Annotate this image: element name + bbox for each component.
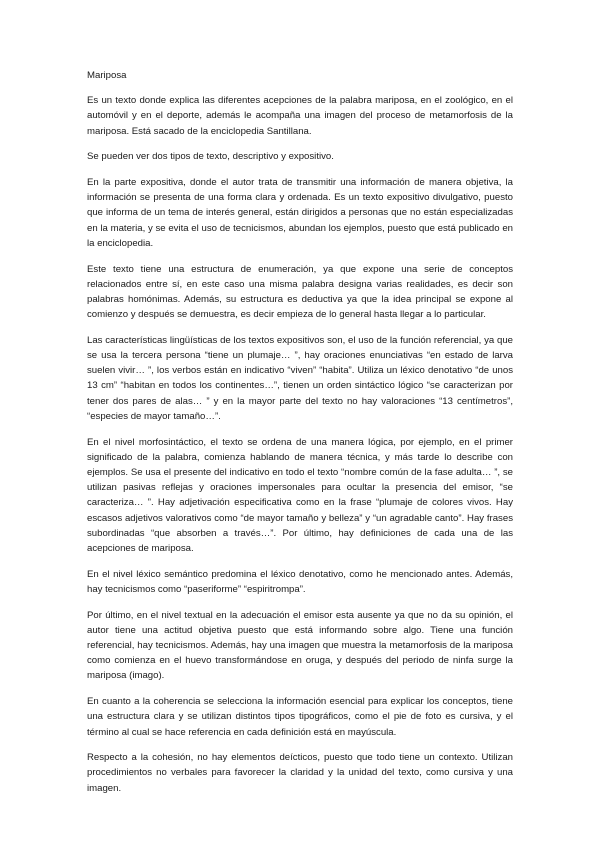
paragraph-textual-level: Por último, en el nivel textual en la adecuación el emisor esta ausente ya que no da su opinión, el autor tiene una actitud objetiva puesto que está informando sobre algo. Tiene una función referencial, hay tecnicismos. Además, hay una imagen que muestra la metamorfosis de la mariposa como comienza en el huevo transformándose en oruga, y después del periodo de ninfa surge la mariposa (imago).: [87, 609, 513, 682]
document-title: Mariposa: [87, 70, 127, 81]
paragraph-text-types: Se pueden ver dos tipos de texto, descriptivo y expositivo.: [87, 151, 334, 163]
paragraph-lexical-semantic: En el nivel léxico semántico predomina el léxico denotativo, como he mencionado antes. Además, hay tecnicismos como “paseriforme” “espiritrompa”.: [87, 568, 513, 595]
document-page: [87, 68, 513, 806]
paragraph-linguistic-features: Las características lingüísticas de los textos expositivos son, el uso de la función referencial, ya que se usa la tercera persona “tiene un plumaje… ”, hay oraciones enunciativas “en estado de larva suelen vivir… ”, los verbos están en indicativo “viven” “habita”. Utiliza un léxico denotativo “de unos 13 cm” “habitan en todos los continentes…”, tienen un orden sintáctico lógico “se caracterizan por tener dos pares de alas… ” y en la mayor parte del texto no hay valoraciones “13 centímetros”, “especies de mayor tamaño…”.: [87, 334, 513, 422]
paragraph-morphosyntactic: En el nivel morfosintáctico, el texto se ordena de una manera lógica, por ejemplo, en el primer significado de la palabra, comienza hablando de manera técnica, y más tarde lo describe con ejemplos. Se usa el presente del indicativo en todo el texto “nombre común de la fase adulta… ”, se utilizan pasivas reflejas y oraciones impersonales para ocultar la presencia del emisor, “se caracteriza… ”. Hay adjetivación especificativa como en la frase “plumaje de colores vivos. Hay escasos adjetivos valorativos como “de mayor tamaño y belleza” y “un agradable canto”. Hay frases subordinadas “que absorben a través…”. Por último, hay definiciones de cada una de las acepciones de mariposa.: [87, 436, 513, 554]
paragraph-cohesion: Respecto a la cohesión, no hay elementos deícticos, puesto que todo tiene un contexto. Utilizan procedimientos no verbales para favorecer la claridad y la unidad del texto, como cursiva y una imagen.: [87, 752, 513, 794]
paragraph-structure: Este texto tiene una estructura de enumeración, ya que expone una serie de conceptos relacionados entre sí, en este caso una misma palabra designa varias realidades, es decir son palabras homónimas. Además, su estructura es deductiva ya que la idea principal se expone al comienzo y después se demuestra, es decir empieza de lo general hasta llegar a lo particular.: [87, 263, 513, 321]
paragraph-intro: Es un texto donde explica las diferentes acepciones de la palabra mariposa, en el zoológico, en el automóvil y en el deporte, además le acompaña una imagen del proceso de metamorfosis de la mariposa. Está sacado de la enciclopedia Santillana.: [87, 95, 513, 137]
paragraph-coherence: En cuanto a la coherencia se selecciona la información esencial para explicar los conceptos, tiene una estructura clara y se utilizan distintos tipos tipográficos, como el pie de foto es cursiva, y el término al cual se hace referencia en cada definición está en mayúscula.: [87, 696, 513, 738]
paragraph-expository: En la parte expositiva, donde el autor trata de transmitir una información de manera objetiva, la información se presenta de una forma clara y ordenada. Es un texto expositivo divulgativo, puesto que informa de un tema de interés general, están dirigidos a personas que no están especializadas en la materia, y se evita el uso de tecnicismos, abundan los ejemplos, puesto que está publicado en la enciclopedia.: [87, 177, 513, 249]
